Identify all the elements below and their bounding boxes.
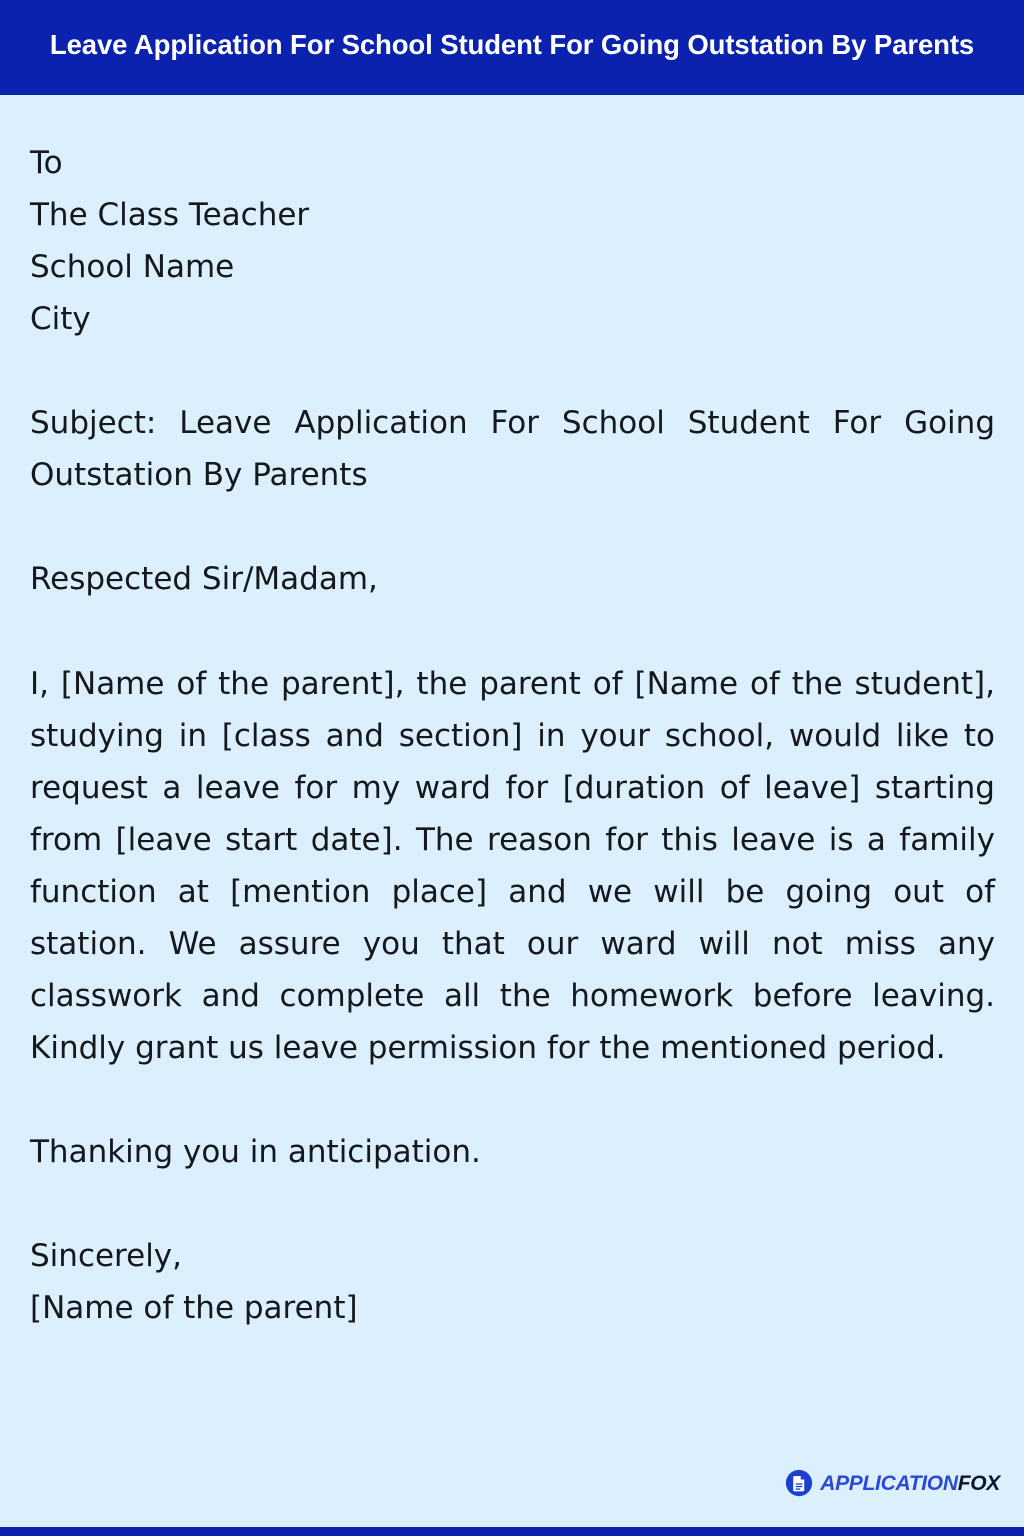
address-line-school: School Name (30, 249, 235, 286)
brand-wordmark-secondary: FOX (957, 1471, 1000, 1495)
recipient-address-block (30, 137, 995, 345)
bottom-accent-bar (0, 1527, 1024, 1536)
closing-sincerely: Sincerely, (30, 1238, 183, 1275)
brand-wordmark (820, 1473, 1000, 1494)
body-paragraph: I, [Name of the parent], the parent of [Name of the student], studying in [class and section] in your school, would like to request a leave for my ward for [duration of leave] starting from [leave start date]. The reason for this leave is a family function at [mention place] and we will be going out of station. We assure you that our ward will not miss any classwork and complete all the homework before leaving. Kindly grant us leave permission for the mentioned period. (30, 665, 995, 1067)
page-title: Leave Application For School Student For Going Outstation By Parents (49, 29, 975, 61)
address-line-recipient: The Class Teacher (30, 197, 310, 234)
document-circle-icon (785, 1469, 813, 1497)
closing-signature-name: [Name of the parent] (30, 1290, 358, 1327)
subject-line: Subject: Leave Application For School Student For Going Outstation By Parents (30, 405, 995, 494)
address-line-city: City (30, 301, 91, 338)
letter-content (0, 95, 1024, 1527)
brand-wordmark-primary: APPLICATION (820, 1471, 958, 1495)
page-header-banner (0, 0, 1024, 95)
salutation: Respected Sir/Madam, (30, 561, 378, 598)
brand-logo (785, 1469, 1000, 1497)
address-line-to: To (30, 145, 63, 181)
thanking-line: Thanking you in anticipation. (30, 1134, 481, 1171)
closing-block (30, 1230, 995, 1334)
